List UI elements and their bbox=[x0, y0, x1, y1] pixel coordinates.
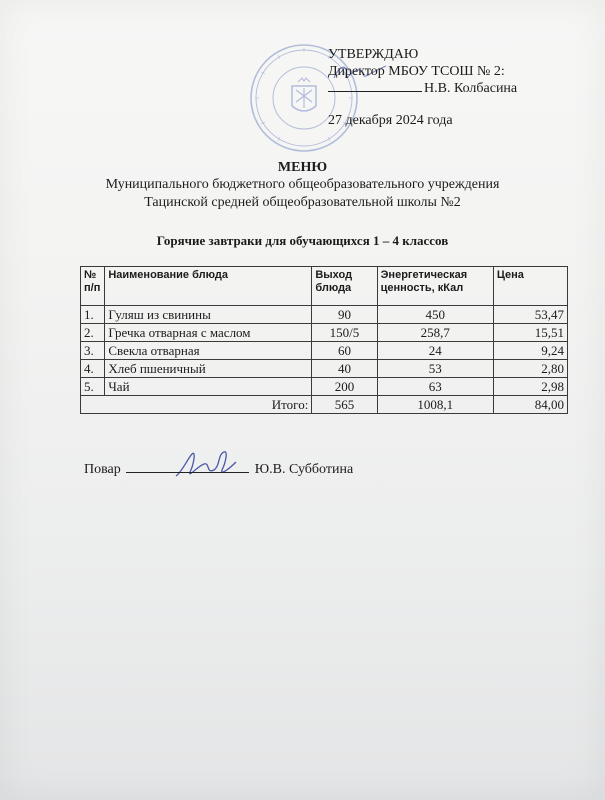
row-energy: 53 bbox=[377, 360, 493, 378]
approval-position: Директор МБОУ ТСОШ № 2: bbox=[328, 64, 505, 79]
table-row bbox=[81, 360, 568, 378]
row-price: 2,80 bbox=[493, 360, 567, 378]
row-price: 9,24 bbox=[493, 342, 567, 360]
row-num: 2. bbox=[81, 324, 105, 342]
header-energy: Энергетическая ценность, кКал bbox=[377, 267, 493, 306]
institution-line-2: Тацинской средней общеобразовательной школы №2 bbox=[144, 195, 461, 210]
row-price: 53,47 bbox=[493, 306, 567, 324]
row-price: 15,51 bbox=[493, 324, 567, 342]
table-total-row bbox=[81, 396, 568, 414]
approval-signatory: Н.В. Колбасина bbox=[424, 81, 518, 96]
row-num: 5. bbox=[81, 378, 105, 396]
table-row bbox=[81, 378, 568, 396]
table-row bbox=[81, 306, 568, 324]
header-num: № п/п bbox=[81, 267, 105, 306]
row-price: 2,98 bbox=[493, 378, 567, 396]
row-dish: Гуляш из свинины bbox=[105, 306, 312, 324]
approval-date: 27 декабря 2024 года bbox=[328, 113, 453, 128]
table-row bbox=[81, 342, 568, 360]
approval-block bbox=[328, 46, 517, 97]
approval-signature-line bbox=[328, 80, 517, 97]
total-yield: 565 bbox=[312, 396, 377, 414]
row-dish: Чай bbox=[105, 378, 312, 396]
row-energy: 24 bbox=[377, 342, 493, 360]
institution-line-1: Муниципального бюджетного общеобразовательного учреждения bbox=[105, 177, 500, 192]
row-num: 4. bbox=[81, 360, 105, 378]
row-dish: Хлеб пшеничный bbox=[105, 360, 312, 378]
cook-signature-line bbox=[84, 462, 353, 478]
signature-blank bbox=[328, 91, 422, 92]
row-yield: 40 bbox=[312, 360, 377, 378]
row-num: 3. bbox=[81, 342, 105, 360]
header-yield: Выход блюда bbox=[312, 267, 377, 306]
header-price: Цена bbox=[493, 267, 567, 306]
header-name: Наименование блюда bbox=[105, 267, 312, 306]
menu-title: МЕНЮ bbox=[277, 160, 328, 175]
menu-table bbox=[80, 266, 568, 414]
cook-label: Повар bbox=[84, 462, 121, 477]
total-label: Итого: bbox=[81, 396, 312, 414]
total-price: 84,00 bbox=[493, 396, 567, 414]
row-num: 1. bbox=[81, 306, 105, 324]
row-dish: Свекла отварная bbox=[105, 342, 312, 360]
cook-name: Ю.В. Субботина bbox=[254, 462, 354, 477]
cook-signature-blank bbox=[126, 472, 249, 473]
row-dish: Гречка отварная с маслом bbox=[105, 324, 312, 342]
row-energy: 450 bbox=[377, 306, 493, 324]
total-energy: 1008,1 bbox=[377, 396, 493, 414]
meal-title: Горячие завтраки для обучающихся 1 – 4 классов bbox=[156, 233, 449, 248]
approval-heading: УТВЕРЖДАЮ bbox=[328, 47, 419, 62]
row-yield: 200 bbox=[312, 378, 377, 396]
row-yield: 150/5 bbox=[312, 324, 377, 342]
row-energy: 258,7 bbox=[377, 324, 493, 342]
row-yield: 60 bbox=[312, 342, 377, 360]
row-energy: 63 bbox=[377, 378, 493, 396]
table-row bbox=[81, 324, 568, 342]
row-yield: 90 bbox=[312, 306, 377, 324]
table-header-row bbox=[81, 267, 568, 306]
